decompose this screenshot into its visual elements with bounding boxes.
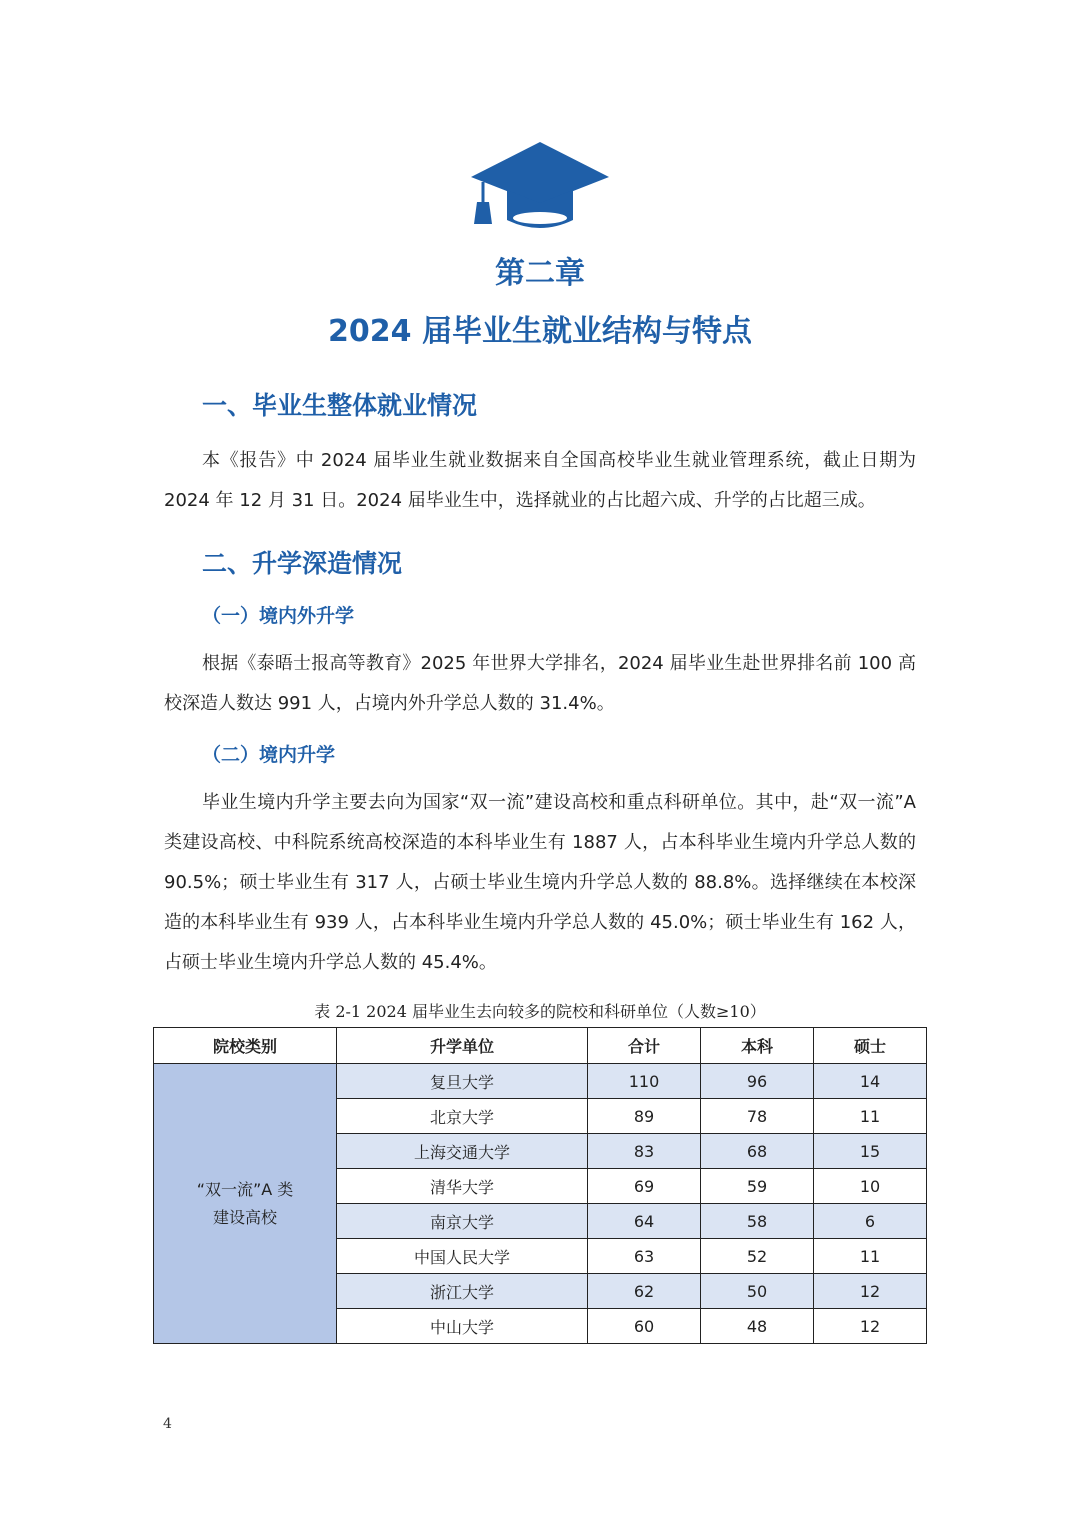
total-cell: 83 bbox=[588, 1134, 701, 1169]
header-category: 院校类别 bbox=[154, 1028, 337, 1064]
master-cell: 11 bbox=[814, 1099, 927, 1134]
total-cell: 69 bbox=[588, 1169, 701, 1204]
section-heading-overall: 一、毕业生整体就业情况 bbox=[202, 391, 478, 420]
paragraph-domestic: 毕业生境内升学主要去向为国家“双一流”建设高校和重点科研单位。其中，赴“双一流”A 类建设高校、中科院系统高校深造的本科毕业生有 1887 人，占本科毕业生境内升学总人数的 90.5%；硕士毕业生有 317 人，占硕士毕业生境内升学总人数的 88.8%。选择继续在本校深造的本科毕业生有 939 人，占本科毕业生境内升学总人数的 45.0%；硕士毕业生有 162 人，占硕士毕业生境内升学总人数的 45.4%。 bbox=[164, 792, 916, 973]
category-line: 建设高校 bbox=[212, 1207, 277, 1227]
undergrad-cell: 52 bbox=[701, 1239, 814, 1274]
unit-cell: 复旦大学 bbox=[337, 1064, 588, 1099]
total-cell: 110 bbox=[588, 1064, 701, 1099]
subsection-heading-domestic: （二）境内升学 bbox=[202, 744, 336, 766]
master-cell: 10 bbox=[814, 1169, 927, 1204]
unit-cell: 中国人民大学 bbox=[337, 1239, 588, 1274]
total-cell: 89 bbox=[588, 1099, 701, 1134]
total-cell: 63 bbox=[588, 1239, 701, 1274]
total-cell: 64 bbox=[588, 1204, 701, 1239]
chapter-title: 第二章 bbox=[495, 256, 585, 291]
unit-cell: 中山大学 bbox=[337, 1309, 588, 1344]
paragraph-domestic-foreign: 根据《泰晤士报高等教育》2025 年世界大学排名，2024 届毕业生赴世界排名前 100 高校深造人数达 991 人，占境内外升学总人数的 31.4%。 bbox=[164, 653, 916, 714]
category-cell bbox=[154, 1064, 337, 1344]
header-master: 硕士 bbox=[814, 1028, 927, 1064]
unit-cell: 清华大学 bbox=[337, 1169, 588, 1204]
total-cell: 62 bbox=[588, 1274, 701, 1309]
destinations-table bbox=[153, 1027, 927, 1344]
undergrad-cell: 58 bbox=[701, 1204, 814, 1239]
subsection-heading-domestic-foreign: （一）境内外升学 bbox=[202, 605, 355, 627]
paragraph-overall: 本《报告》中 2024 届毕业生就业数据来自全国高校毕业生就业管理系统，截止日期为 2024 年 12 月 31 日。2024 届毕业生中，选择就业的占比超六成、升学的占比超三成。 bbox=[164, 450, 916, 511]
header-unit: 升学单位 bbox=[337, 1028, 588, 1064]
table-row bbox=[154, 1064, 927, 1099]
undergrad-cell: 68 bbox=[701, 1134, 814, 1169]
master-cell: 12 bbox=[814, 1309, 927, 1344]
master-cell: 6 bbox=[814, 1204, 927, 1239]
master-cell: 12 bbox=[814, 1274, 927, 1309]
table-header-row bbox=[154, 1028, 927, 1064]
section-heading-further-study: 二、升学深造情况 bbox=[202, 549, 403, 578]
undergrad-cell: 50 bbox=[701, 1274, 814, 1309]
master-cell: 11 bbox=[814, 1239, 927, 1274]
undergrad-cell: 48 bbox=[701, 1309, 814, 1344]
table-caption: 表 2-1 2024 届毕业生去向较多的院校和科研单位（人数≥10） bbox=[314, 1002, 766, 1021]
header-undergrad: 本科 bbox=[701, 1028, 814, 1064]
unit-cell: 上海交通大学 bbox=[337, 1134, 588, 1169]
undergrad-cell: 96 bbox=[701, 1064, 814, 1099]
undergrad-cell: 78 bbox=[701, 1099, 814, 1134]
chapter-subtitle: 2024 届毕业生就业结构与特点 bbox=[328, 314, 752, 349]
category-line: “双一流”A 类 bbox=[196, 1179, 294, 1199]
page-number: 4 bbox=[163, 1416, 172, 1432]
undergrad-cell: 59 bbox=[701, 1169, 814, 1204]
unit-cell: 南京大学 bbox=[337, 1204, 588, 1239]
unit-cell: 浙江大学 bbox=[337, 1274, 588, 1309]
unit-cell: 北京大学 bbox=[337, 1099, 588, 1134]
master-cell: 15 bbox=[814, 1134, 927, 1169]
header-total: 合计 bbox=[588, 1028, 701, 1064]
total-cell: 60 bbox=[588, 1309, 701, 1344]
graduation-cap-icon bbox=[469, 140, 611, 232]
master-cell: 14 bbox=[814, 1064, 927, 1099]
